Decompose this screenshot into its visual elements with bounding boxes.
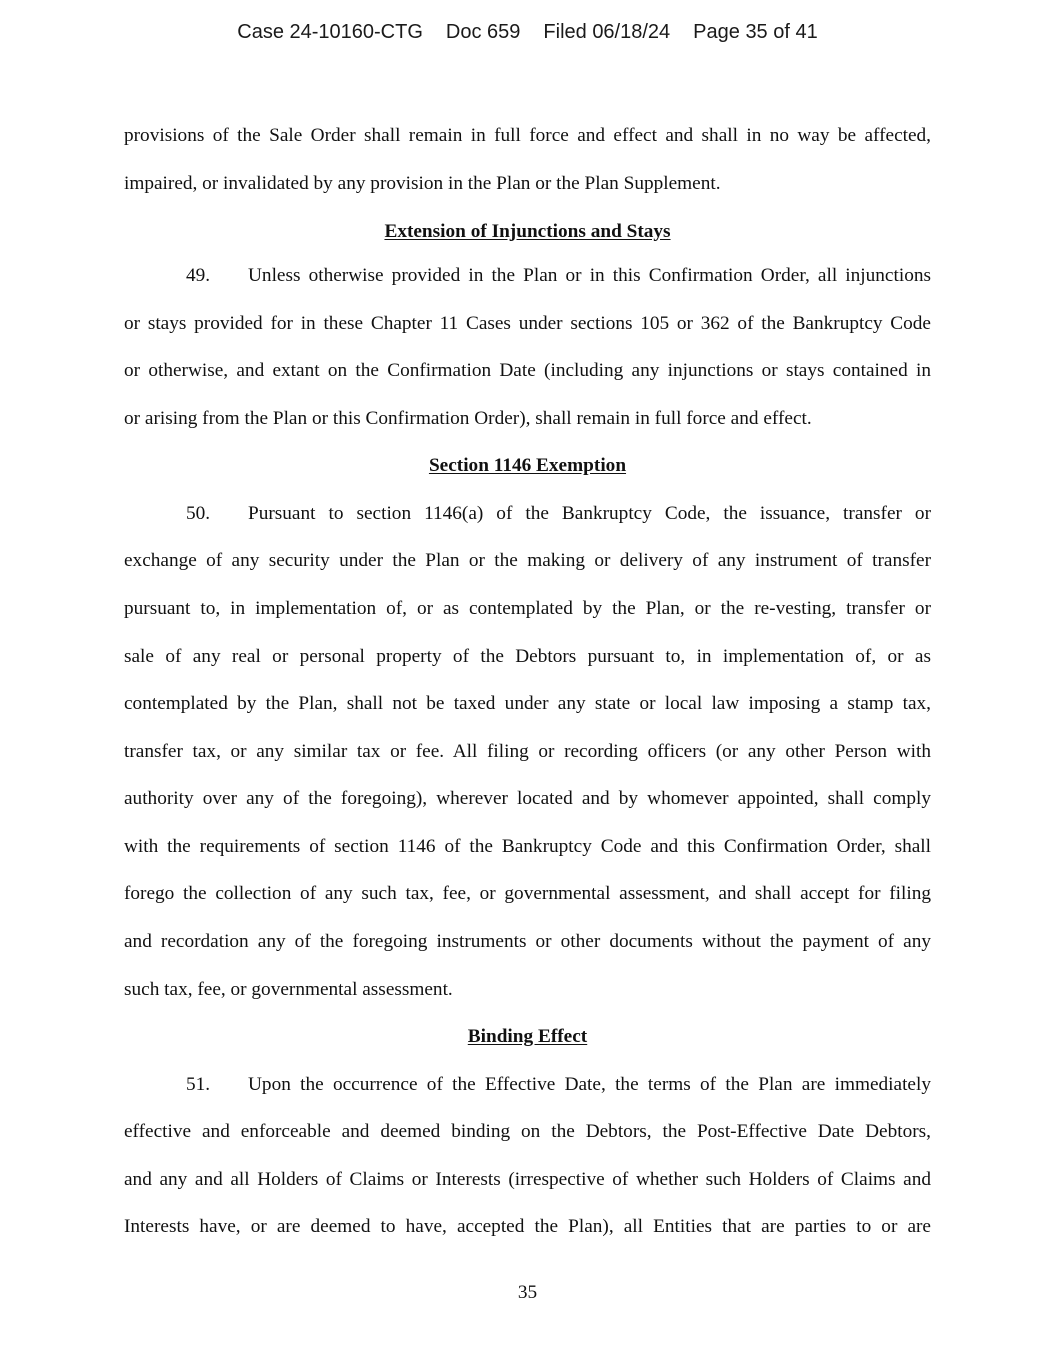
paragraph-line: sale of any real or personal property of the Debtors pursuant to, in implementation of, or as bbox=[124, 646, 931, 667]
section-heading: Binding Effect bbox=[467, 1026, 588, 1047]
paragraph-line: Upon the occurrence of the Effective Date, the terms of the Plan are immediately bbox=[248, 1074, 931, 1095]
paragraph-line: or stays provided for in these Chapter 11 Cases under sections 105 or 362 of the Bankruptcy Code bbox=[124, 313, 931, 334]
paragraph-line: effective and enforceable and deemed binding on the Debtors, the Post-Effective Date Debtors, bbox=[124, 1121, 931, 1142]
paragraph-line: contemplated by the Plan, shall not be taxed under any state or local law imposing a stamp tax, bbox=[124, 693, 931, 714]
section-heading: Section 1146 Exemption bbox=[428, 455, 627, 476]
paragraph-line: impaired, or invalidated by any provision in the Plan or the Plan Supplement. bbox=[124, 173, 721, 194]
paragraph-first-line bbox=[0, 262, 931, 290]
paragraph-first-line bbox=[0, 1071, 931, 1099]
paragraph-line: or arising from the Plan or this Confirmation Order), shall remain in full force and effect. bbox=[124, 408, 812, 429]
paragraph-line: exchange of any security under the Plan or the making or delivery of any instrument of transfer bbox=[124, 550, 931, 571]
filed-date: Filed 06/18/24 bbox=[543, 21, 671, 43]
paragraph-line: such tax, fee, or governmental assessment. bbox=[124, 979, 453, 1000]
page-count: Page 35 of 41 bbox=[693, 21, 818, 43]
paragraph-line: with the requirements of section 1146 of the Bankruptcy Code and this Confirmation Order, shall bbox=[124, 836, 931, 857]
case-number: Case 24-10160-CTG bbox=[237, 21, 423, 43]
paragraph-line: forego the collection of any such tax, fee, or governmental assessment, and shall accept for filing bbox=[124, 883, 931, 904]
paragraph-number: 49. bbox=[186, 265, 211, 286]
paragraph-number: 51. bbox=[186, 1074, 211, 1095]
paragraph-line: and any and all Holders of Claims or Interests (irrespective of whether such Holders of Claims and bbox=[124, 1169, 931, 1190]
paragraph-line: authority over any of the foregoing), wherever located and by whomever appointed, shall comply bbox=[124, 788, 931, 809]
paragraph-line: and recordation any of the foregoing instruments or other documents without the payment of any bbox=[124, 931, 931, 952]
paragraph-first-line bbox=[0, 500, 931, 528]
paragraph-number: 50. bbox=[186, 503, 211, 524]
paragraph-line: provisions of the Sale Order shall remain in full force and effect and shall in no way be affected, bbox=[124, 125, 931, 146]
section-heading: Extension of Injunctions and Stays bbox=[384, 221, 671, 242]
paragraph-line: Unless otherwise provided in the Plan or in this Confirmation Order, all injunctions bbox=[248, 265, 931, 286]
page-number: 35 bbox=[517, 1282, 538, 1303]
paragraph-line: Pursuant to section 1146(a) of the Bankruptcy Code, the issuance, transfer or bbox=[248, 503, 931, 524]
paragraph-line: or otherwise, and extant on the Confirmation Date (including any injunctions or stays contained in bbox=[124, 360, 931, 381]
paragraph-line: Interests have, or are deemed to have, accepted the Plan), all Entities that are parties to or are bbox=[124, 1216, 931, 1237]
paragraph-line: pursuant to, in implementation of, or as contemplated by the Plan, or the re-vesting, transfer or bbox=[124, 598, 931, 619]
filing-header bbox=[0, 19, 1055, 45]
docket-number: Doc 659 bbox=[445, 21, 521, 43]
paragraph-line: transfer tax, or any similar tax or fee. All filing or recording officers (or any other Person with bbox=[124, 741, 931, 762]
